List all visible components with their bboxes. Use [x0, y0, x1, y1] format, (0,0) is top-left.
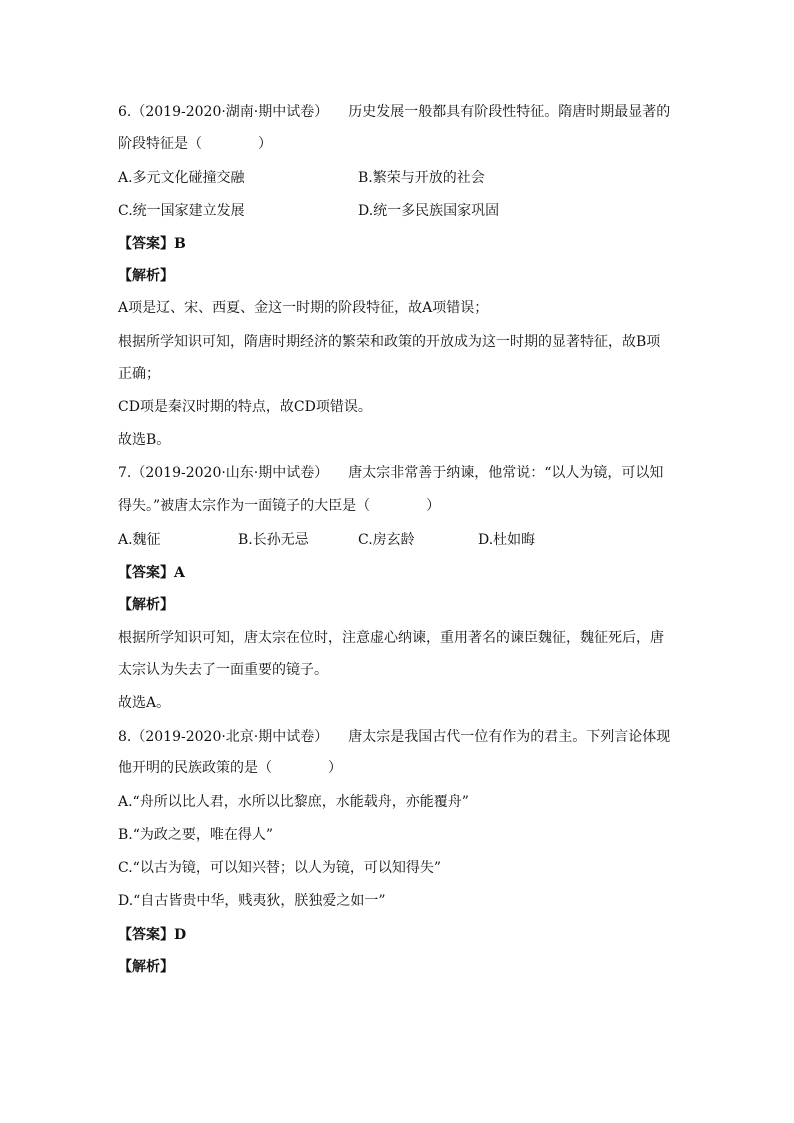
q7-source: 7.（2019-2020·山东·期中试卷）: [118, 465, 329, 481]
q7-option-d: D.杜如晦: [478, 532, 536, 548]
q6-option-c: C.统一国家建立发展: [118, 203, 245, 219]
q6-analysis-line: 故选B。: [118, 432, 171, 448]
q6-analysis-heading: 【解析】: [118, 268, 174, 284]
q8-option-c: C.“以古为镜，可以知兴替；以人为镜，可以知得失”: [118, 860, 441, 876]
q7-option-a: A.魏征: [118, 532, 161, 548]
q6-stem-line2: 阶段特征是（ ）: [118, 136, 272, 152]
q6-stem-text: 历史发展一般都具有阶段性特征。隋唐时期最显著的: [348, 104, 671, 120]
q8-option-d: D.“自古皆贵中华，贱夷狄，朕独爱之如一”: [118, 893, 386, 909]
q7-option-b: B.长孙无忌: [238, 532, 309, 548]
q6-analysis-line: 正确；: [118, 366, 160, 382]
q8-answer: 【答案】D: [118, 927, 187, 943]
q7-analysis-line: 故选A。: [118, 695, 171, 711]
q7-stem-text: 唐太宗非常善于纳谏，他常说：“以人为镜，可以知: [348, 465, 664, 481]
q8-option-b: B.“为政之要，唯在得人”: [118, 827, 274, 843]
q7-analysis-line: 太宗认为失去了一面重要的镜子。: [118, 662, 328, 678]
q8-stem-line1: [118, 727, 670, 747]
q8-stem-line2: 他开明的民族政策的是（ ）: [118, 760, 342, 776]
q8-stem-text: 唐太宗是我国古代一位有作为的君主。下列言论体现: [348, 729, 671, 745]
q7-answer: 【答案】A: [118, 565, 185, 581]
q8-analysis-heading: 【解析】: [118, 959, 174, 975]
q6-stem-line1: [118, 102, 670, 122]
q6-source: 6.（2019-2020·湖南·期中试卷）: [118, 104, 329, 120]
q6-analysis-line: CD项是秦汉时期的特点，故CD项错误。: [118, 399, 372, 415]
q8-source: 8.（2019-2020·北京·期中试卷）: [118, 729, 329, 745]
q6-answer: 【答案】B: [118, 236, 186, 252]
q7-analysis-line: 根据所学知识可知，唐太宗在位时，注意虚心纳谏，重用著名的谏臣魏征，魏征死后，唐: [118, 630, 664, 646]
q7-stem-line1: [118, 463, 663, 483]
q8-option-a: A.“舟所以比人君，水所以比黎庶，水能载舟，亦能覆舟”: [118, 794, 469, 810]
q7-option-c: C.房玄龄: [358, 532, 415, 548]
q6-analysis-line: 根据所学知识可知，隋唐时期经济的繁荣和政策的开放成为这一时期的显著特征，故B项: [118, 334, 661, 350]
q6-option-d: D.统一多民族国家巩固: [358, 203, 500, 219]
q7-analysis-heading: 【解析】: [118, 597, 174, 613]
q6-analysis-line: A项是辽、宋、西夏、金这一时期的阶段特征，故A项错误；: [118, 300, 489, 316]
q7-stem-line2: 得失。”被唐太宗作为一面镜子的大臣是（ ）: [118, 498, 441, 514]
q6-option-a: A.多元文化碰撞交融: [118, 170, 245, 186]
q6-option-b: B.繁荣与开放的社会: [358, 170, 485, 186]
